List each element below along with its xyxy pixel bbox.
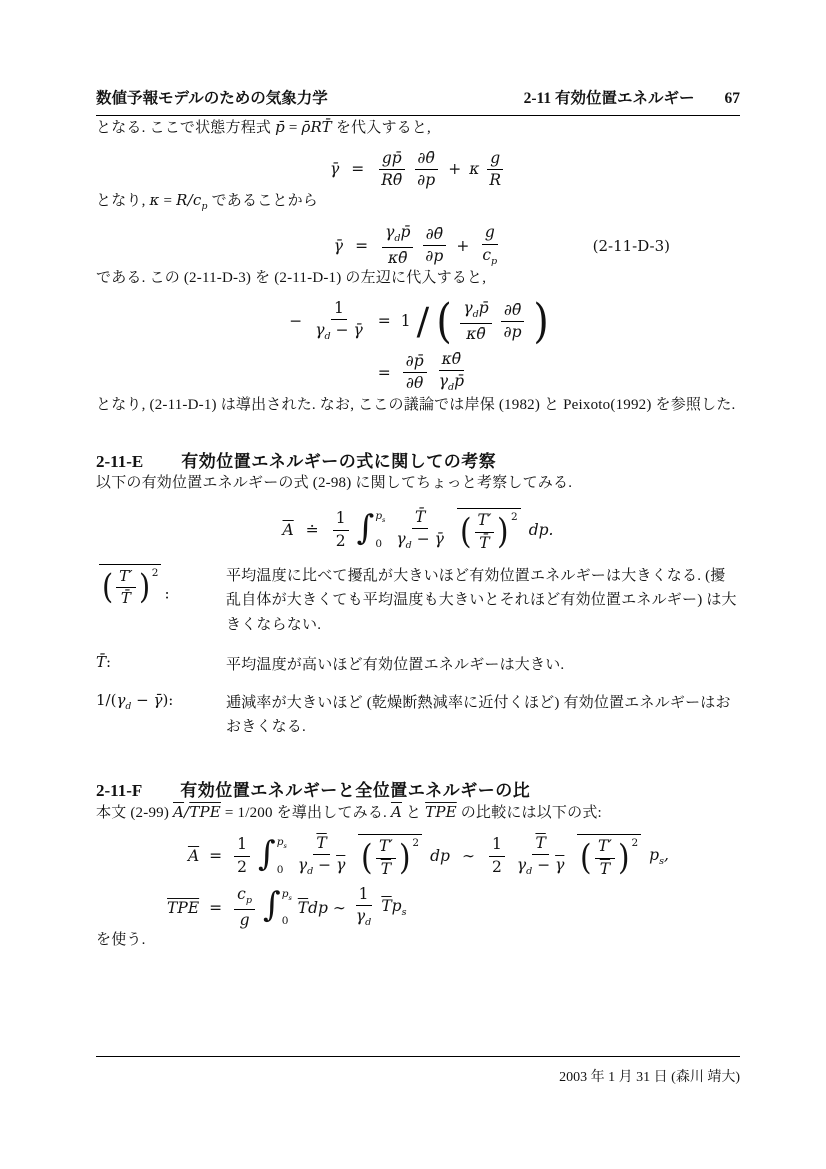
fraction: $\frac{\kappa\thetā}{\gamma_dp̄}$ [438, 350, 465, 394]
fraction: $\frac{\partial\thetā}{\partial p}$ [501, 302, 525, 342]
page-header [96, 86, 740, 116]
eqF-line1-lhs: $\overline{A}$ [187, 847, 200, 866]
upper-limit: $p_s$ [276, 836, 287, 851]
math-kappa: κ [469, 160, 480, 179]
paragraph-substitute: である. この (2-11-D-3) を (2-11-D-1) の左辺に代入すると, [96, 270, 487, 287]
fraction: $\frac{\overline{T}}{\gamma_d - \overline{\gamma}}$ [516, 833, 565, 877]
fraction: $\frac{\partial p̄}{\partial\theta}$ [403, 353, 427, 393]
doteq-sign: ≐ [305, 521, 319, 540]
integral [262, 885, 292, 928]
equals-sign: = [377, 363, 391, 382]
integral-limits [277, 837, 287, 875]
lower-limit: 0 [375, 537, 382, 550]
section-heading-F [96, 776, 740, 801]
integral [258, 833, 287, 876]
equation-ratio [96, 834, 740, 929]
math-tps: $\overline{T}p_s$ [381, 897, 407, 919]
math-lhs: γ̄ [329, 160, 340, 179]
list-item [96, 564, 740, 637]
eq3-line1-rhs: 1 / ( $\frac{\gamma_dp̄}{\kappa\thetā}$ $\frac{\partial\thetā}{\partial p}$ ) [400, 294, 549, 349]
integral-limits [282, 889, 292, 927]
paragraph-intro-E: 以下の有効位置エネルギーの式 (2-98) に関してちょっと考察してみる. [96, 474, 573, 491]
equals-sign: = [209, 847, 223, 866]
fraction: $\frac{1}{\gamma_d}$ [355, 884, 372, 929]
equation-tag: (2-11-D-3) [592, 236, 670, 255]
book-title: 数値予報モデルのための気象力学 [96, 90, 328, 107]
section-title: 有効位置エネルギーの式に関しての考察 [181, 451, 497, 471]
math-one: 1 [400, 312, 411, 331]
eqF-line2-lhs: $\overline{TPE}$ [167, 898, 200, 917]
denominator: Rθ̄ [381, 170, 403, 189]
paragraph-use: を使う. [96, 932, 146, 949]
fraction: $\frac{1}{2}$ [234, 836, 250, 876]
term-list [96, 564, 740, 740]
footer-date-author: 2003 年 1 月 31 日 (森川 靖大) [559, 1070, 740, 1085]
term-label-lapse: $1/(\gamma_d$ − γ̄): [96, 691, 174, 713]
overlined-group: ( $\frac{T'}{T}$ ) 2 [577, 834, 641, 878]
fraction: $\frac{1}{2}$ [489, 836, 505, 876]
colon: : [164, 584, 170, 603]
paragraph-state-equation: となる. ここで状態方程式 p̄ = ρ̄RT̄ を代入すると, [96, 118, 432, 136]
integral-limits [375, 511, 385, 549]
math-ps: $p_s$, [649, 845, 669, 867]
paragraph-kappa: となり, $\kappa = R/c_p$ であることから [96, 191, 318, 213]
fraction: $\frac{T'}{T}$ [595, 838, 615, 878]
fraction: $\frac{\overline{T}}{\gamma_d - \overline{\gamma}}$ [297, 833, 346, 877]
plus-sign: + [448, 160, 462, 179]
section-number: 2-11-F [96, 780, 143, 800]
equation-ape [96, 508, 740, 552]
equals-sign: = [209, 898, 223, 917]
fraction: $\frac{g}{R}$ [486, 150, 504, 190]
upper-limit: $p_s$ [375, 510, 386, 525]
fraction: $\frac{c_p}{g}$ [234, 886, 255, 929]
fraction: $\frac{\gamma_dp̄}{\kappa\thetā}$ [460, 300, 491, 343]
integral-sign: ∫ [258, 833, 276, 874]
term-description: 平均温度に比べて擾乱が大きいほど有効位置エネルギーは大きくなる. (擾乱自体が大きくても平均温度も大きいとそれほど有効位置エネルギー) は大きくならない. [226, 567, 737, 633]
equation-derivation [96, 294, 740, 394]
paragraph-references: となり, (2-11-D-1) は導出された. なお, ここの議論では岸保 (1982) と Peixoto(1992) を参照した. [96, 397, 736, 414]
header-right [524, 86, 740, 108]
list-item [96, 653, 740, 677]
math-dp: dp [430, 847, 450, 866]
fraction: $\frac{\partial\thetā}{\partial p}$ [414, 150, 438, 190]
fraction [378, 150, 405, 190]
eqF-line2-rhs [232, 886, 406, 929]
term-description: 逓減率が大きいほど (乾燥断熱減率に近付くほど) 有効位置エネルギーはおおきくなる. [226, 695, 731, 736]
numerator: gp̄ [379, 150, 405, 170]
fraction: $\frac{T'}{T̄}$ [116, 568, 135, 607]
exponent: 2 [151, 566, 159, 579]
page-footer [96, 1056, 740, 1086]
list-item [96, 691, 740, 740]
term-label-tbar: T̄: [96, 652, 112, 671]
plus-sign: + [456, 236, 470, 255]
section-number: 2-11-E [96, 451, 144, 471]
page-number: 67 [724, 90, 740, 107]
paragraph-intro-F: 本文 (2-99) $\overline{A}/\overline{TPE} = 1/200$ を導出してみる. $\overline{A}$ と $\overline{TPE}$ の比較には以下の式: [96, 802, 602, 821]
equation-gamma-bar-1 [96, 150, 740, 190]
fraction: $\frac{T̄}{\gamma_d - \gammā}$ [396, 507, 444, 551]
integral [356, 507, 386, 550]
fraction: $\frac{T'}{T̄}$ [475, 512, 495, 552]
overlined-group: ( $\frac{T'}{T̄}$ ) 2 [457, 508, 521, 552]
math-dp: dp. [528, 521, 554, 540]
exponent: 2 [511, 511, 518, 524]
fraction: $\frac{1}{\gamma_d - \gammā}$ [315, 298, 363, 343]
section-heading-E [96, 447, 740, 472]
math-tdp: $\overline{T}dp$ ∼ [297, 898, 346, 917]
equals-sign: = [355, 236, 369, 255]
minus-sign: − [289, 312, 303, 331]
exponent: 2 [631, 837, 639, 850]
fraction: $\frac{1}{2}$ [333, 510, 349, 550]
equals-sign: = [377, 312, 391, 331]
math-lhs-A: $\overline{A}$ [282, 521, 294, 540]
term-description: 平均温度が高いほど有効位置エネルギーは大きい. [226, 656, 565, 673]
upper-limit: $p_s$ [281, 887, 292, 902]
integral-sign: ∫ [262, 885, 281, 926]
lower-limit: 0 [281, 915, 289, 928]
overlined-group: ( $\frac{T'}{T}$ ) 2 [358, 834, 422, 878]
term-label-variance [96, 564, 226, 607]
section-title: 有効位置エネルギーと全位置エネルギーの比 [180, 780, 531, 800]
eq3-line2-rhs [401, 351, 469, 394]
chapter-title: 2-11 有効位置エネルギー [523, 90, 695, 107]
equation-2-11-D-3-wrap [96, 224, 740, 267]
exponent: 2 [412, 837, 420, 850]
equals-sign: = [351, 160, 365, 179]
eqF-line1-rhs [232, 834, 669, 878]
fraction: $\frac{\gamma_dp̄}{\kappa\thetā}$ [382, 224, 413, 267]
eq3-line1-lhs [286, 300, 368, 343]
integral-sign: ∫ [356, 507, 375, 548]
fraction: $\frac{\partial\thetā}{\partial p}$ [422, 226, 446, 266]
lower-limit: 0 [276, 863, 284, 876]
overlined-group: ( $\frac{T'}{T̄}$ ) 2 [99, 564, 161, 607]
fraction: $\frac{g}{c_p}$ [482, 223, 498, 267]
math-lhs: γ̄ [333, 236, 344, 255]
similar-sign: ∼ [461, 847, 475, 866]
fraction: $\frac{T'}{T}$ [376, 838, 396, 878]
